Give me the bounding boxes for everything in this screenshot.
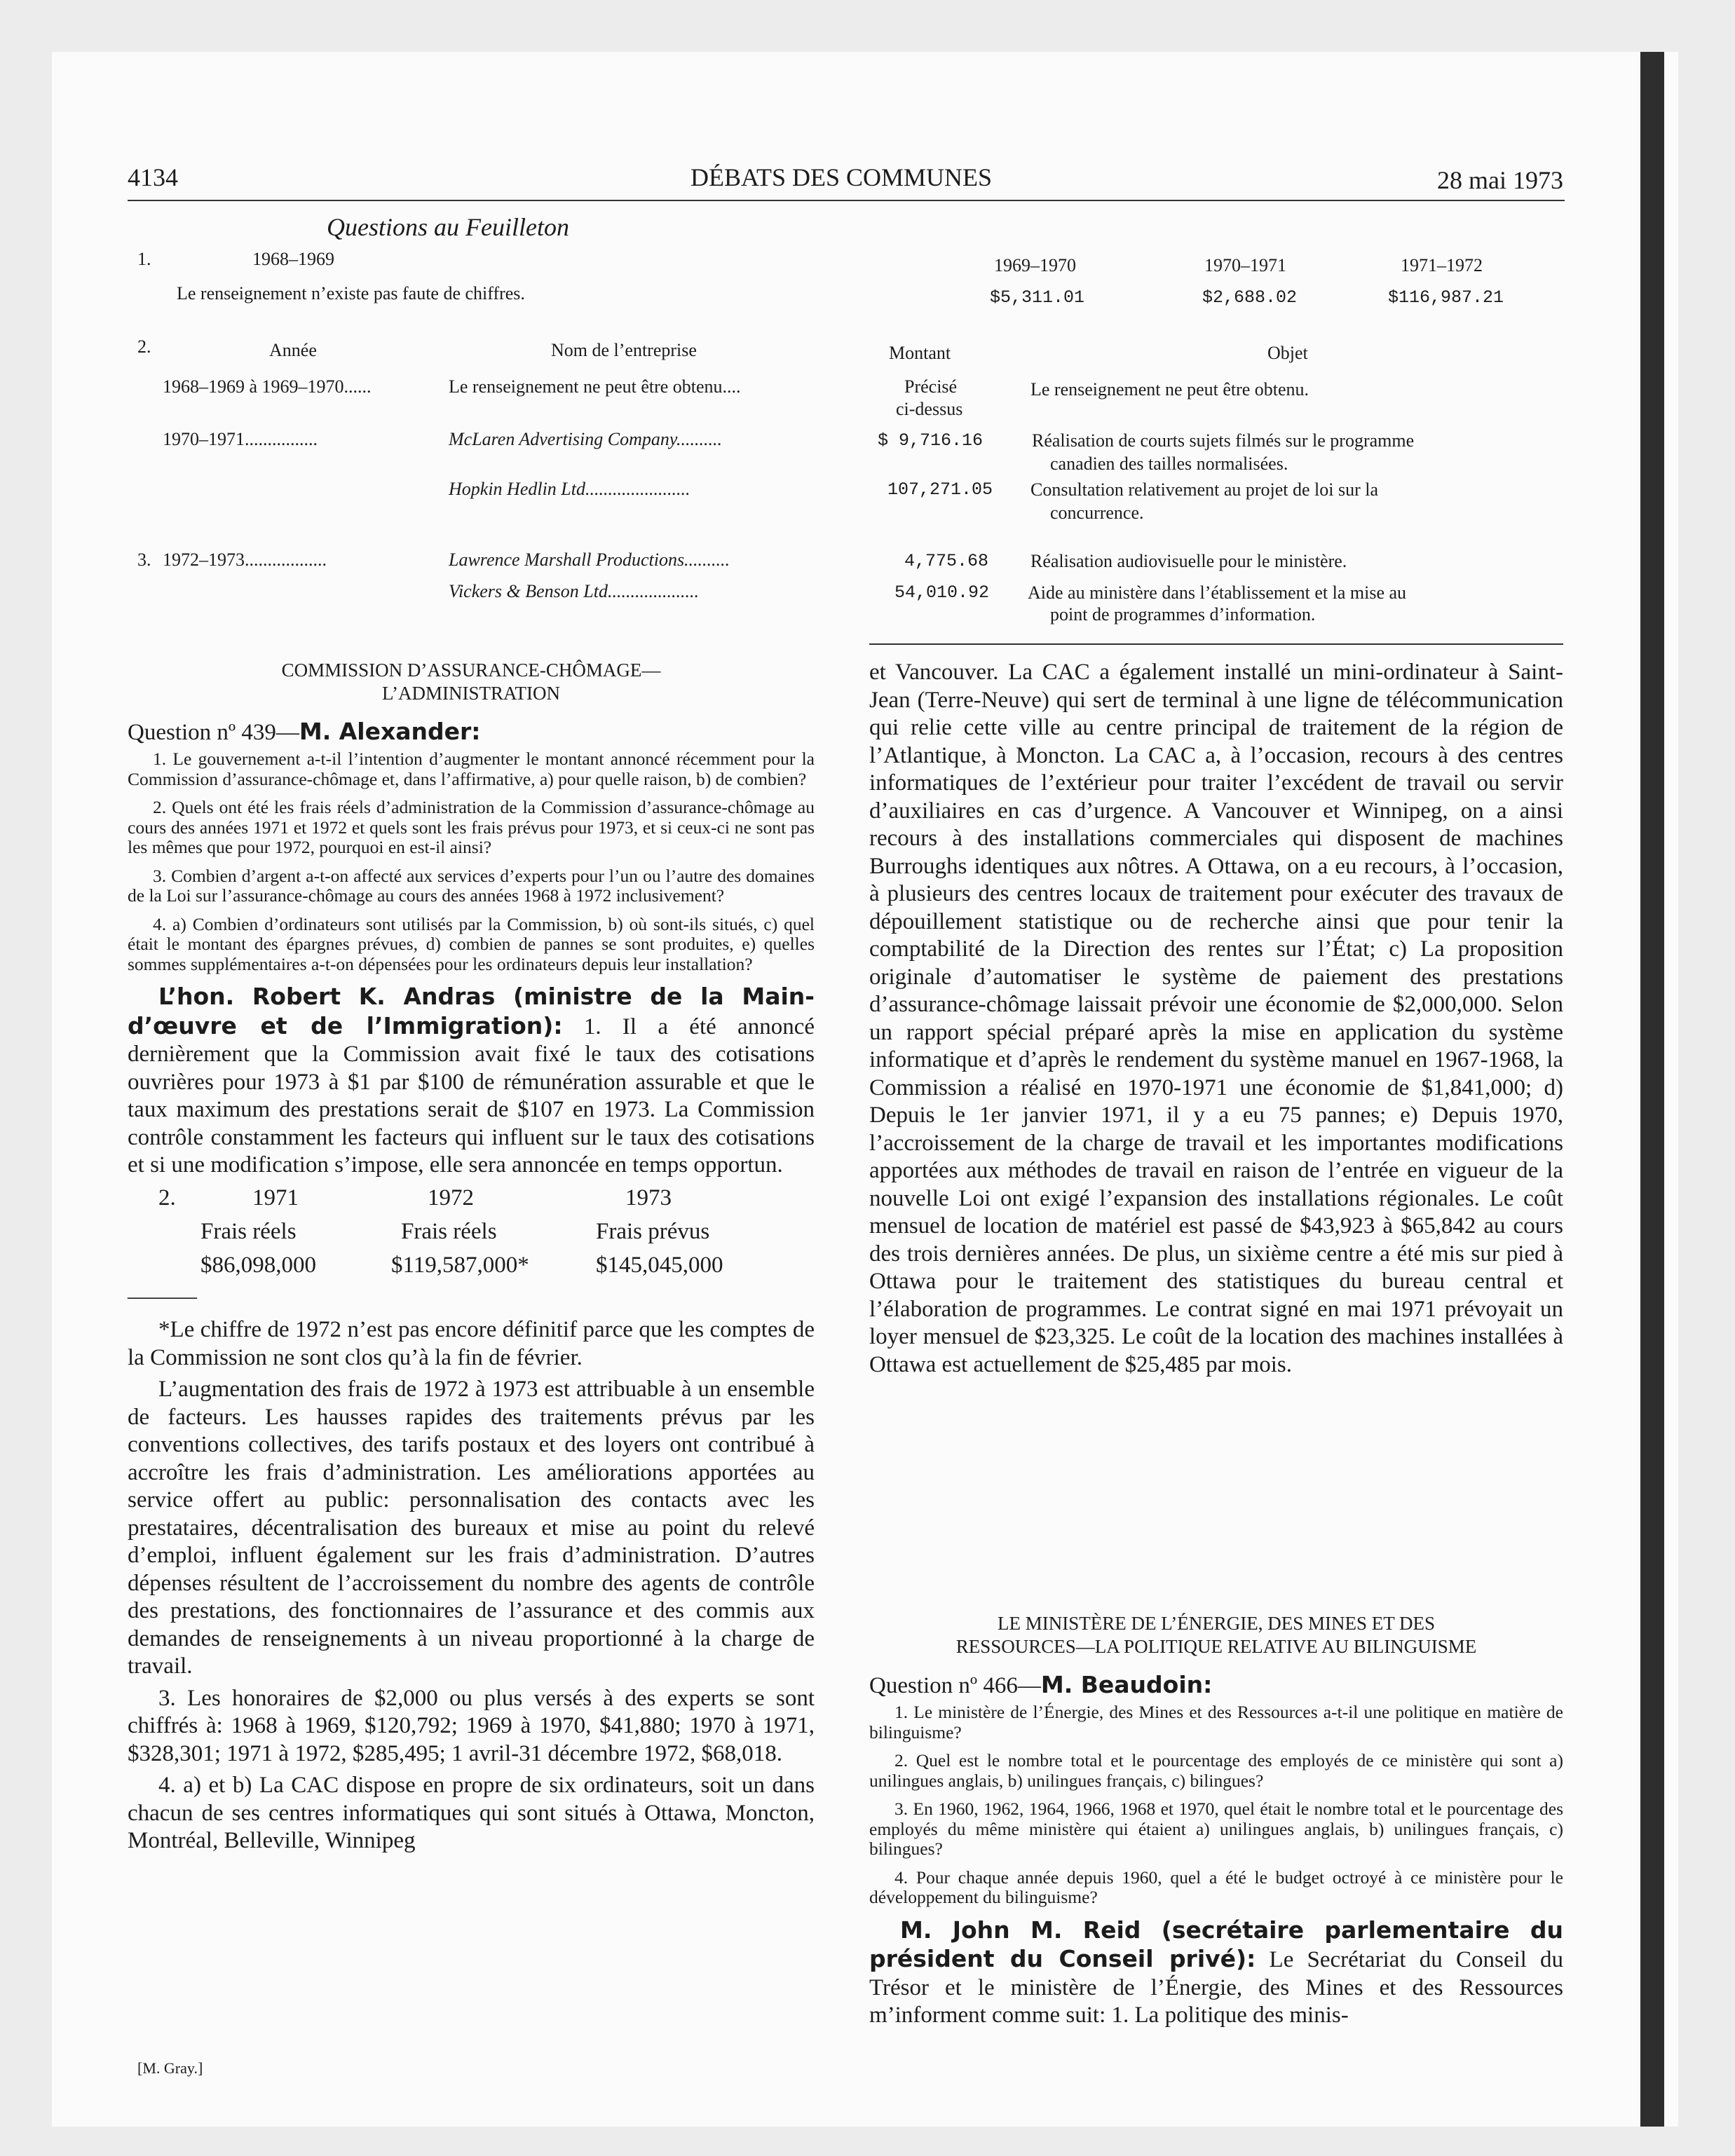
- paragraph: 4. a) et b) La CAC dispose en propre de six ordinateurs, soit un dans chacun de ses centres informatiques qui sont situés à Ottawa, Moncton, Montréal, Belleville, Winnipeg: [128, 1773, 815, 1853]
- table-row-object: Consultation relativement au projet de loi sur la: [1030, 479, 1379, 500]
- paragraph: 3. Les honoraires de $2,000 ou plus versés à des experts se sont chiffrés à: 1968 à 1969, $120,792; 1969 à 1970, $41,880; 1970 à 1971, $328,301; 1971 à 1972, $285,495; 1 avril-31 décembre 1972, $68,018.: [128, 1685, 815, 1766]
- right-column: [869, 659, 1563, 1383]
- question-item: 2. Quels ont été les frais réels d’administration de la Commission d’assurance-chômage au cours des années 1971 et 1972 et quels sont les frais prévus pour 1973, et si ceux-ci ne sont pas les mêmes que pour 1972, pourquoi en est-il ainsi?: [128, 797, 815, 857]
- table-row-amount: $ 9,716.16: [878, 430, 984, 451]
- table-row-amount-note: ci-dessus: [896, 399, 963, 419]
- answer-speaker: M. John M. Reid (secrétaire parlementaire du président du Conseil privé):: [869, 1916, 1563, 1972]
- speaker-footer: [M. Gray.]: [137, 2059, 203, 2077]
- binding-edge: [1640, 52, 1664, 2127]
- table-row-object: Aide au ministère dans l’établissement et la mise au: [1028, 582, 1407, 603]
- answer-466: [869, 1916, 1563, 2030]
- question-item: 1. Le ministère de l’Énergie, des Mines et des Ressources a-t-il une politique en matière de bilinguisme?: [869, 1702, 1563, 1742]
- question-item: 2. Quel est le nombre total et le pourcentage des employés de ce ministère qui sont a) unilingues anglais, b) unilingues français, c) bilingues?: [869, 1750, 1563, 1791]
- table-2-number: 2.: [137, 336, 151, 357]
- table-1-number: 1.: [137, 249, 151, 269]
- question-item: 4. a) Combien d’ordinateurs sont utilisés par la Commission, b) où sont-ils situés, c) quel était le montant des épargnes prévues, d) combien de pannes se sont produites, e) quelles sommes supplémentaires a-t-on dépensées pour les ordinateurs depuis leur installation?: [128, 913, 815, 974]
- question-466-heading: [869, 1671, 1563, 1700]
- figures-number: 2.: [158, 1185, 176, 1210]
- table-row-company: Lawrence Marshall Productions..........: [449, 550, 730, 570]
- table-end-rule: [869, 643, 1563, 645]
- answer-439: [128, 983, 815, 1180]
- table-row-amount: 54,010.92: [894, 582, 990, 603]
- continuation-paragraph: [869, 659, 1563, 1379]
- column-header-entreprise: Nom de l’entreprise: [551, 340, 697, 360]
- question-member: M. Alexander:: [299, 718, 481, 745]
- answer-text: 1. Il a été annoncé dernièrement que la Commission avait fixé le taux des cotisations ouvrières pour 1973 à $1 par $100 de rémunération assurable et que le taux maximum des prestations serait de $107 en 1973. La Commission contrôle constamment les facteurs qui influent sur le taux des cotisations et si une modification s’impose, elle sera annoncée en temps opportun.: [128, 1014, 815, 1178]
- table-row-object-cont: canadien des tailles normalisées.: [1050, 453, 1288, 474]
- table-row-year: 1968–1969 à 1969–1970......: [163, 376, 372, 397]
- question-439-heading: [128, 718, 815, 746]
- heading-line: L’ADMINISTRATION: [382, 683, 560, 704]
- table-row-object-cont: concurrence.: [1050, 503, 1144, 523]
- table-row-company: Hopkin Hedlin Ltd.......................: [449, 479, 690, 499]
- table-row-object: Réalisation audiovisuelle pour le ministère.: [1030, 551, 1347, 571]
- question-number: Question nº 439—: [128, 720, 299, 745]
- table-row-amount: 4,775.68: [904, 551, 989, 571]
- table-1-year-header: 1970–1971: [1204, 255, 1286, 275]
- question-number: Question nº 466—: [869, 1673, 1041, 1698]
- question-item: 3. En 1960, 1962, 1964, 1966, 1968 et 1970, quel était le nombre total et le pourcentage des employés du même ministère qui étaient a) unilingues anglais, b) unilingues français, c) bilingues?: [869, 1799, 1563, 1859]
- question-item: 1. Le gouvernement a-t-il l’intention d’augmenter le montant annoncé récemment pour la Commission d’assurance-chômage et, dans l’affirmative, a) pour quelle raison, b) de combien?: [128, 749, 815, 789]
- figures-year: 1972: [428, 1185, 474, 1210]
- table-3-number: 3.: [137, 550, 151, 570]
- heading-line: RESSOURCES—LA POLITIQUE RELATIVE AU BILINGUISME: [955, 1636, 1477, 1657]
- figures-label: Frais prévus: [596, 1218, 710, 1244]
- table-row-company: Vickers & Benson Ltd....................: [449, 581, 699, 601]
- table-row-object: Le renseignement ne peut être obtenu.: [1030, 379, 1309, 400]
- page-date: 28 mai 1973: [1437, 166, 1563, 194]
- table-row-year: 1970–1971................: [163, 429, 318, 449]
- table-1-note: Le renseignement n’existe pas faute de chiffres.: [177, 283, 525, 303]
- table-row-object: Réalisation de courts sujets filmés sur le programme: [1032, 430, 1415, 451]
- heading-line: COMMISSION D’ASSURANCE-CHÔMAGE—: [281, 660, 661, 681]
- left-column: [128, 659, 815, 1860]
- figures-label: Frais réels: [401, 1218, 497, 1244]
- heading-line: LE MINISTÈRE DE L’ÉNERGIE, DES MINES ET DES: [998, 1613, 1435, 1634]
- figures-value: $86,098,000: [200, 1252, 316, 1278]
- answer-text: Le Secrétariat du Conseil du Trésor et le ministère de l’Énergie, des Mines et des Ressources m’informent comme suit: 1. La politique des minis-: [869, 1947, 1564, 2028]
- journal-title: DÉBATS DES COMMUNES: [690, 163, 993, 191]
- figures-year: 1973: [625, 1185, 672, 1210]
- dash-separator: ———: [128, 1283, 197, 1309]
- question-item: 3. Combien d’argent a-t-on affecté aux services d’experts pour l’un ou l’autre des domaines de la Loi sur l’assurance-chômage au cours des années 1968 à 1972 inclusivement?: [128, 865, 815, 906]
- question-member: M. Beaudoin:: [1040, 1671, 1213, 1698]
- figures-label: Frais réels: [200, 1218, 297, 1244]
- table-row-company: Le renseignement ne peut être obtenu....: [449, 376, 741, 397]
- left-paragraphs: [128, 1316, 815, 1855]
- table-1-amount: $116,987.21: [1388, 287, 1504, 308]
- table-1-amount: $5,311.01: [990, 287, 1085, 308]
- cost-figures: [128, 1184, 815, 1279]
- figures-value: $119,587,000*: [391, 1252, 529, 1278]
- question-466-body: [869, 1703, 1563, 1908]
- column-header-objet: Objet: [1267, 343, 1308, 363]
- table-row-amount: 107,271.05: [887, 479, 993, 500]
- paragraph: *Le chiffre de 1972 n’est pas encore définitif parce que les comptes de la Commission ne sont clos qu’à la fin de février.: [128, 1317, 815, 1370]
- header-rule: [128, 200, 1565, 201]
- section-title: Questions au Feuilleton: [327, 213, 569, 241]
- table-row-company: McLaren Advertising Company..........: [449, 429, 722, 449]
- column-header-montant: Montant: [889, 343, 951, 363]
- table-row-object-cont: point de programmes d’information.: [1050, 604, 1316, 625]
- figures-value: $145,045,000: [596, 1252, 723, 1278]
- section-heading-emr: [869, 1612, 1563, 1658]
- paragraph: et Vancouver. La CAC a également installé un mini-ordinateur à Saint-Jean (Terre-Neuve) qui sert de terminal à une ligne de télécommunication qui relie cette ville au centre principal de traitement de la région de l’Atlantique, à Moncton. La CAC a, à l’occasion, recours à des centres informatiques de l’extérieur pour traiter l’excédent de travail ou servir d’auxiliaires en cas d’urgence. A Vancouver et Winnipeg, on a ainsi recours à des installations commerciales qui disposent de machines Burroughs identiques aux nôtres. A Ottawa, on a eu recours, à l’occasion, à plusieurs des centres locaux de traitement pour exécuter des travaux de dépouillement statistique ou de recherche ainsi que pour tenir la comptabilité de la Direction des rentes sur l’État; c) La proposition originale d’automatiser le système de paiement des prestations d’assurance-chômage laissait prévoir une économie de $2,000,000. Selon un rapport spécial préparé après la mise en application du système informatique et d’après le rendement du système manuel en 1967-1968, la Commission a réalisé en 1970-1971 une économie de $1,841,000; d) Depuis le 1er janvier 1971, il y a eu 75 pannes; e) Depuis 1970, l’accroissement de la charge de travail et les importantes modifications apportées aux méthodes de travail en raison de l’entrée en vigueur de la nouvelle Loi ont exigé l’expansion des installations régionales. Le coût mensuel de location de matériel est passé de $43,923 à $65,842 au cours des trois dernières années. De plus, un sixième centre a été mis sur pied à Ottawa pour le traitement des statistiques du bureau central et l’élaboration de programmes. Le contrat signé en mai 1971 prévoyait un loyer mensuel de $23,325. Le coût de la location des machines installées à Ottawa est actuellement de $25,485 par mois.: [869, 660, 1563, 1377]
- page-number: 4134: [128, 163, 178, 191]
- table-1-amount: $2,688.02: [1202, 287, 1298, 308]
- table-row-amount: Précisé: [904, 376, 958, 397]
- table-1-year-header: 1969–1970: [994, 255, 1076, 275]
- table-row-year: 1972–1973..................: [163, 550, 327, 570]
- section-heading-uic: [128, 659, 815, 705]
- table-1-year: 1968–1969: [252, 249, 334, 269]
- column-header-annee: Année: [269, 340, 317, 360]
- question-item: 4. Pour chaque année depuis 1960, quel a été le budget octroyé à ce ministère pour le développement du bilinguisme?: [869, 1867, 1563, 1907]
- answer-speaker: L’hon. Robert K. Andras (ministre de la Main-d’œuvre et de l’Immigration):: [128, 983, 815, 1039]
- paragraph: L’augmentation des frais de 1972 à 1973 est attribuable à un ensemble de facteurs. Les hausses rapides des traitements prévus par les conventions collectives, des tarifs postaux et des loyers ont contribué à accroître les frais d’administration. Les améliorations apportées au service offert au public: personnalisation des contacts avec les prestataires, décentralisation des bureaux et mise au point du relevé d’emploi, influent également sur les frais d’administration. D’autres dépenses résultent de l’accroissement du nombre des agents de contrôle des prestations, des fonctionnaires de l’assurance et des commis aux demandes de renseignements à un niveau proportionné à la charge de travail.: [128, 1377, 815, 1679]
- right-column-section-2: [869, 1612, 1563, 2034]
- table-1-year-header: 1971–1972: [1401, 255, 1483, 275]
- figures-year: 1971: [252, 1185, 299, 1210]
- question-439-body: [128, 749, 815, 974]
